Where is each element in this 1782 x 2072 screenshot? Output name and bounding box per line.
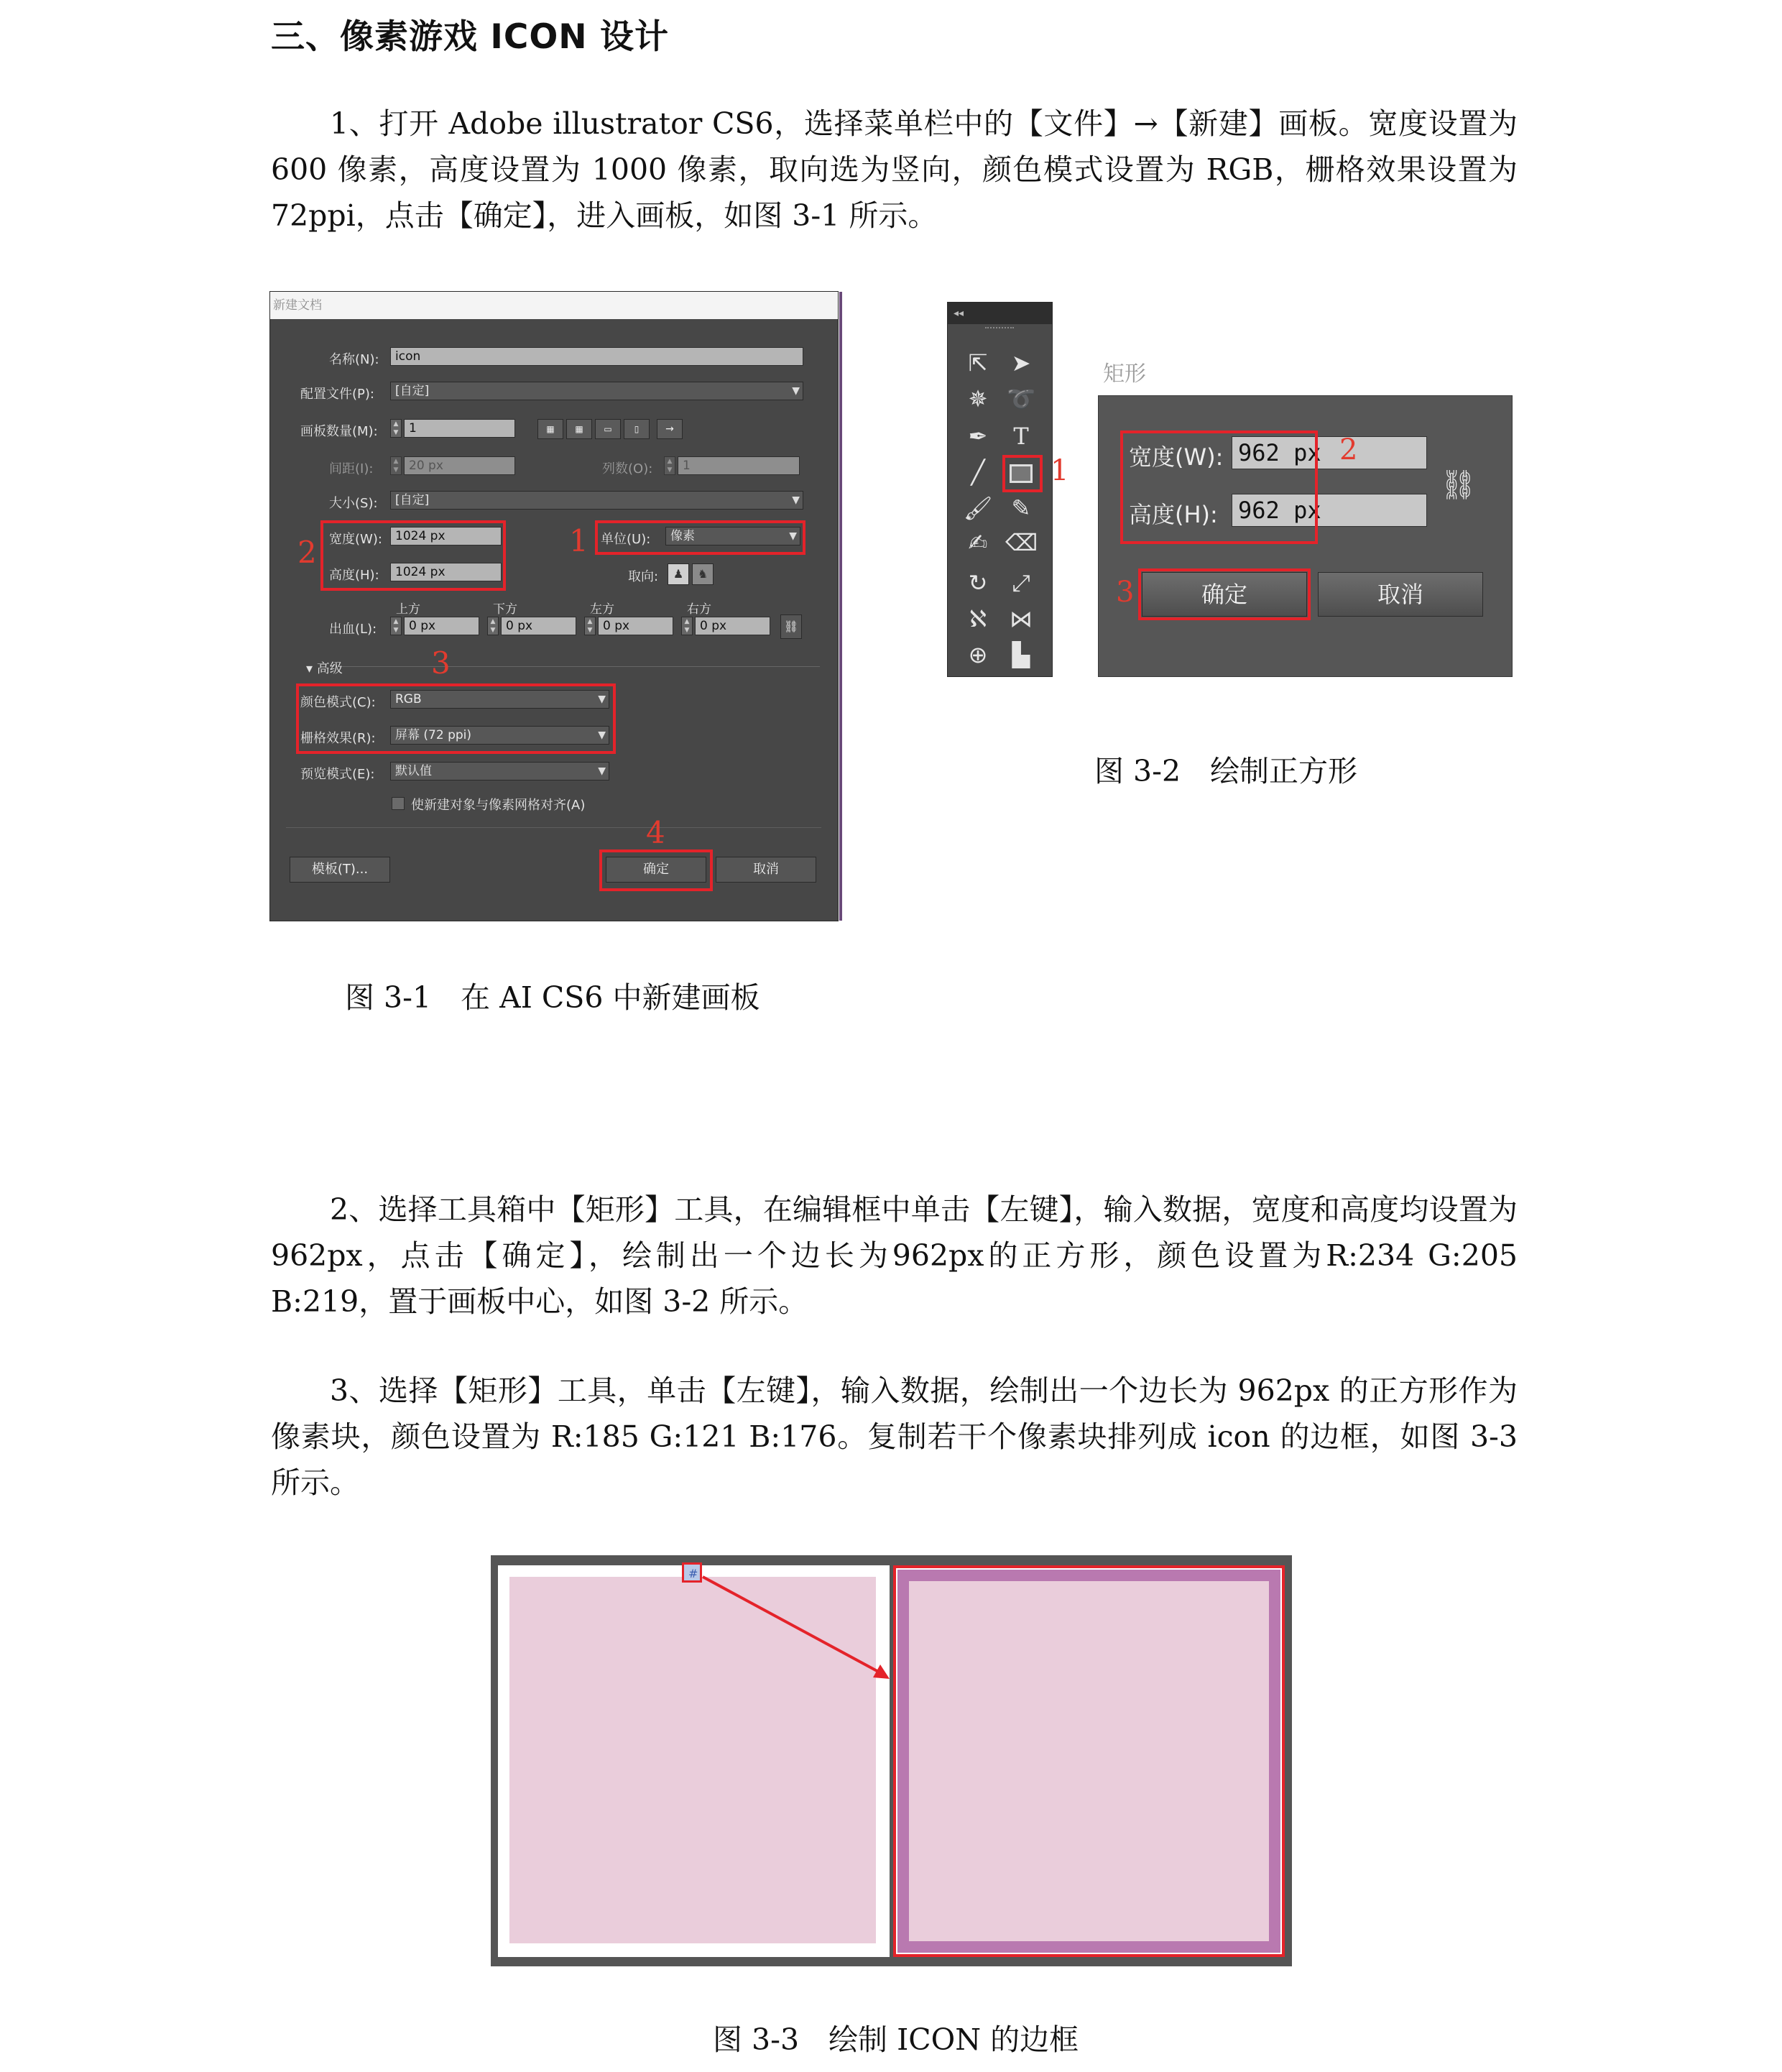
artboards-stepper[interactable]: ▲ ▼ xyxy=(390,419,402,438)
rect-ok-button[interactable]: 确定 xyxy=(1142,572,1307,617)
footer-divider xyxy=(286,827,821,828)
width-label: 宽度(W): xyxy=(329,532,382,547)
magic-wand-tool-icon[interactable]: ✵ xyxy=(968,385,988,413)
chevron-down-icon: ▼ xyxy=(598,694,606,705)
arrow-line xyxy=(703,1577,882,1674)
pen-tool-icon[interactable]: ✒ xyxy=(968,423,988,450)
advanced-toggle[interactable]: ▾ 高级 xyxy=(306,661,343,676)
selection-tool-icon[interactable]: ⇱ xyxy=(968,349,988,377)
artboards-label: 画板数量(M): xyxy=(300,424,378,439)
highlight-rectangle-tool xyxy=(1002,455,1043,492)
template-button[interactable]: 模板(T)... xyxy=(290,857,390,883)
cancel-button[interactable]: 取消 xyxy=(716,857,816,883)
arrow-right-icon[interactable]: → xyxy=(657,419,683,439)
grid-by-row-icon[interactable]: ▦ xyxy=(537,419,563,439)
units-value: 像素 xyxy=(670,529,695,543)
window-edge xyxy=(839,292,842,921)
units-label: 单位(U): xyxy=(601,532,651,547)
eraser-tool-icon[interactable]: ⌫ xyxy=(1005,529,1038,556)
raster-value: 屏幕 (72 ppi) xyxy=(395,728,472,742)
name-label: 名称(N): xyxy=(329,352,379,367)
rect-cancel-button[interactable]: 取消 xyxy=(1318,572,1483,617)
free-transform-tool-icon[interactable]: ⋈ xyxy=(1010,605,1033,632)
paragraph-3 xyxy=(271,1368,1518,1506)
arrange-by-row-icon[interactable]: ▭ xyxy=(595,419,621,439)
paragraph-1-text: 1、打开 Adobe illustrator CS6，选择菜单栏中的【文件】→【新建】画板。宽度设置为 600 像素，高度设置为 1000 像素，取向选为竖向，颜色模式设置为 RGB，栅格效果设置为 72ppi，点击【确定】，进入画板，如图 3-1 所示。 xyxy=(271,106,1518,233)
figure-3-2-caption: 图 3-2 绘制正方形 xyxy=(1094,754,1358,788)
preview-label: 预览模式(E): xyxy=(300,767,375,782)
size-label: 大小(S): xyxy=(329,496,378,511)
pixel-grid-icon: # xyxy=(688,1567,698,1580)
marker-4: 4 xyxy=(646,815,665,850)
grid-by-column-icon[interactable]: ▦ xyxy=(566,419,592,439)
profile-label: 配置文件(P): xyxy=(300,387,374,402)
figure-3-1-caption: 图 3-1 在 AI CS6 中新建画板 xyxy=(345,980,760,1015)
section-heading: 三、像素游戏 ICON 设计 xyxy=(271,17,669,57)
arrow-overlay xyxy=(491,1555,1292,1966)
type-tool-icon[interactable]: T xyxy=(1013,423,1029,450)
highlight-ok xyxy=(599,849,713,891)
highlight-width-height xyxy=(320,520,506,591)
landscape-icon[interactable]: ♞ xyxy=(692,563,714,585)
height-input[interactable]: 1024 px xyxy=(390,563,502,581)
direct-selection-tool-icon[interactable]: ➤ xyxy=(1011,349,1031,377)
line-tool-icon[interactable]: ╱ xyxy=(971,459,985,486)
advanced-divider xyxy=(342,666,820,667)
artboard-canvas xyxy=(491,1555,1292,1966)
marker-3: 3 xyxy=(431,645,451,681)
dialog-title: 新建文档 xyxy=(270,292,838,319)
bleed-bottom-stepper[interactable]: ▲ ▼ xyxy=(487,617,499,635)
rotate-tool-icon[interactable]: ↻ xyxy=(968,569,988,597)
bleed-left-input[interactable]: 0 px xyxy=(598,617,673,635)
chevron-down-icon: ▼ xyxy=(789,530,797,542)
toolbox-grip xyxy=(985,327,1014,331)
highlight-color-raster xyxy=(296,683,616,754)
lasso-tool-icon[interactable]: ➰ xyxy=(1007,385,1035,413)
rect-marker-3: 3 xyxy=(1116,576,1135,609)
bleed-top-stepper[interactable]: ▲ ▼ xyxy=(390,617,402,635)
arrange-by-column-icon[interactable]: ▯ xyxy=(624,419,650,439)
scale-tool-icon[interactable]: ⤢ xyxy=(1012,569,1030,597)
bleed-bottom-label: 下方 xyxy=(493,602,517,617)
rectangle-dialog xyxy=(1098,395,1513,677)
spacing-input[interactable]: 20 px xyxy=(404,456,515,475)
bleed-right-label: 右方 xyxy=(687,602,711,617)
bleed-right-input[interactable]: 0 px xyxy=(695,617,770,635)
toolbox-panel xyxy=(947,302,1053,677)
bleed-right-stepper[interactable]: ▲ ▼ xyxy=(681,617,693,635)
rect-height-input[interactable]: 962 px xyxy=(1232,494,1427,527)
pencil-tool-icon[interactable]: ✎ xyxy=(1011,494,1031,522)
bleed-left-label: 左方 xyxy=(590,602,614,617)
rect-height-label: 高度(H): xyxy=(1129,501,1218,528)
columns-input[interactable]: 1 xyxy=(678,456,800,475)
bleed-bottom-input[interactable]: 0 px xyxy=(501,617,576,635)
paragraph-1 xyxy=(271,101,1518,239)
rect-marker-1: 1 xyxy=(1051,454,1069,487)
chevron-down-icon: ▼ xyxy=(598,729,606,741)
preview-select[interactable] xyxy=(390,762,609,781)
artboards-input[interactable]: 1 xyxy=(404,419,515,438)
link-icon[interactable]: ⛓ xyxy=(780,614,802,639)
paragraph-2 xyxy=(271,1187,1518,1325)
paragraph-2-text: 2、选择工具箱中【矩形】工具，在编辑框中单击【左键】，输入数据，宽度和高度均设置为962px，点击【确定】，绘制出一个边长为962px的正方形，颜色设置为R:234 G:205 B:219，置于画板中心，如图 3-2 所示。 xyxy=(271,1192,1518,1319)
bleed-label: 出血(L): xyxy=(329,622,377,637)
name-input[interactable]: icon xyxy=(390,347,803,366)
chevron-down-icon: ▼ xyxy=(792,494,800,506)
size-value: [自定] xyxy=(395,493,430,507)
color-mode-label: 颜色模式(C): xyxy=(300,695,376,710)
graph-tool-icon[interactable]: ▙ xyxy=(1012,641,1030,668)
bleed-top-label: 上方 xyxy=(396,602,420,617)
new-document-dialog xyxy=(269,291,839,921)
rect-width-label: 宽度(W): xyxy=(1129,443,1224,471)
rect-marker-2: 2 xyxy=(1339,433,1358,466)
blob-brush-tool-icon[interactable]: ✍ xyxy=(968,529,988,556)
align-checkbox-label: 使新建对象与像素网格对齐(A) xyxy=(411,798,586,813)
chevron-down-icon: ▼ xyxy=(792,385,800,397)
shape-builder-tool-icon[interactable]: ⊕ xyxy=(968,641,988,668)
constrain-proportions-link-icon[interactable]: ⛓ xyxy=(1440,469,1477,502)
color-mode-value: RGB xyxy=(395,692,422,706)
width-input[interactable]: 1024 px xyxy=(390,527,502,545)
highlight-units xyxy=(595,520,805,555)
highlight-rect-size xyxy=(1120,430,1318,544)
chevron-down-icon: ▼ xyxy=(598,765,606,777)
orientation-label: 取向: xyxy=(628,569,659,584)
bleed-left-stepper[interactable]: ▲ ▼ xyxy=(584,617,596,635)
spacing-label: 间距(I): xyxy=(329,461,374,476)
advanced-label: 高级 xyxy=(316,661,343,676)
rect-dialog-title: 矩形 xyxy=(1103,362,1146,387)
portrait-icon[interactable]: ♟ xyxy=(668,563,689,585)
bleed-top-input[interactable]: 0 px xyxy=(404,617,479,635)
align-checkbox[interactable] xyxy=(392,797,405,810)
highlight-rect-ok xyxy=(1138,568,1311,620)
columns-label: 列数(O): xyxy=(602,461,653,476)
width-tool-icon[interactable]: ℵ xyxy=(969,605,987,632)
figure-3-3-caption: 图 3-3 绘制 ICON 的边框 xyxy=(713,2022,1079,2057)
toolbox-collapse-icon[interactable]: ◂◂ xyxy=(948,303,1052,324)
marker-2: 2 xyxy=(297,535,317,570)
size-select[interactable] xyxy=(390,491,803,510)
raster-label: 栅格效果(R): xyxy=(300,731,376,746)
marker-1: 1 xyxy=(569,523,588,558)
height-label: 高度(H): xyxy=(329,568,379,583)
rect-width-input[interactable]: 962 px xyxy=(1232,436,1427,469)
paragraph-3-text: 3、选择【矩形】工具，单击【左键】，输入数据，绘制出一个边长为 962px 的正方形作为像素块，颜色设置为 R:185 G:121 B:176。复制若干个像素块排列成 icon 的边框，如图 3-3 所示。 xyxy=(271,1373,1518,1500)
ok-button[interactable]: 确定 xyxy=(606,857,706,883)
profile-select[interactable] xyxy=(390,382,803,400)
preview-value: 默认值 xyxy=(395,764,432,778)
columns-stepper[interactable]: ▲ ▼ xyxy=(664,456,675,475)
paintbrush-tool-icon[interactable]: 🖌 xyxy=(963,494,993,522)
spacing-stepper[interactable]: ▲ ▼ xyxy=(390,456,402,475)
profile-value: [自定] xyxy=(395,384,430,398)
